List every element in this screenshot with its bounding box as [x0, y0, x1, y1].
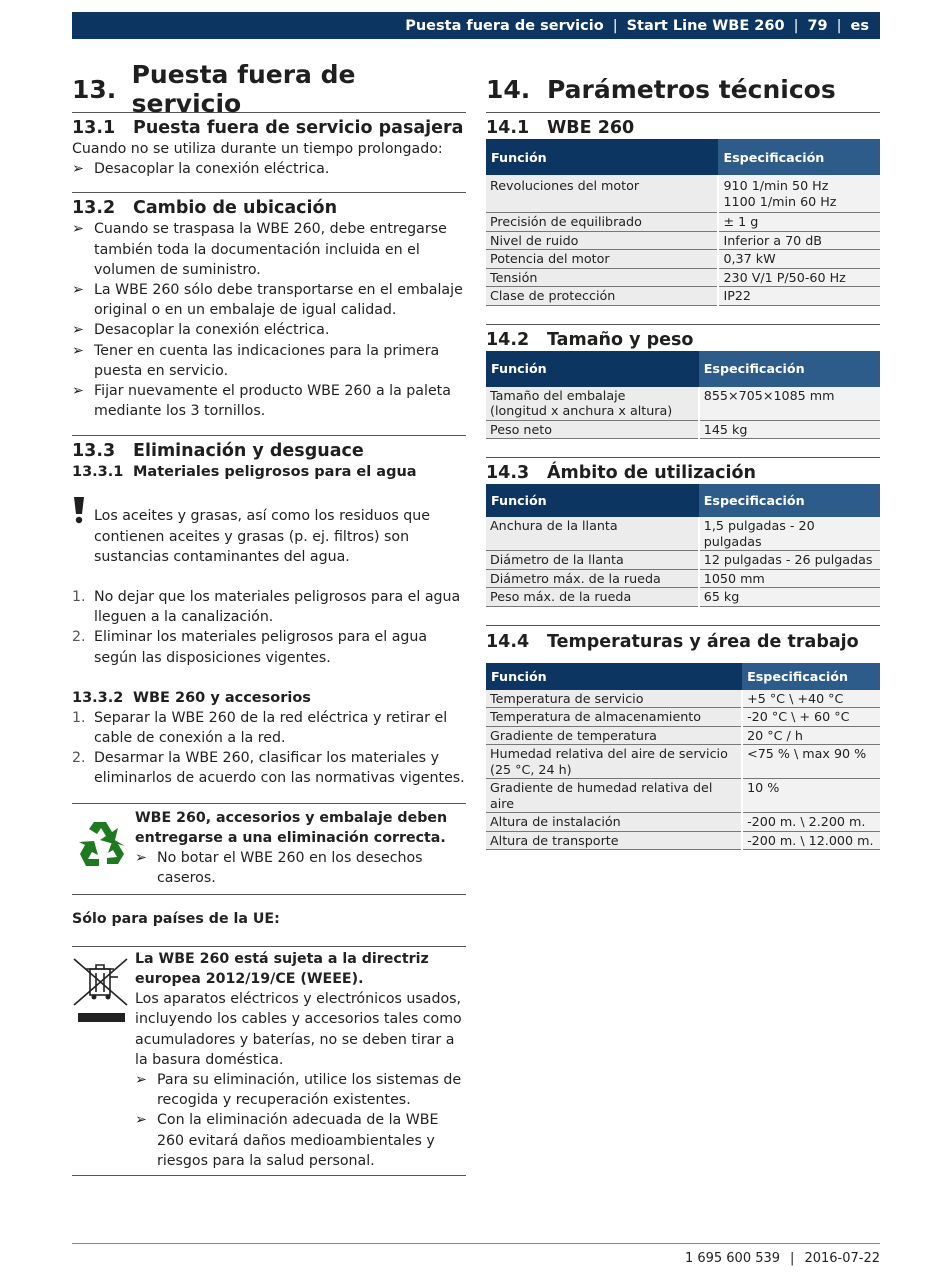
section-title: Puesta fuera de servicio pasajera	[133, 118, 464, 138]
column-header-function: Función	[486, 139, 718, 175]
chapter-13-heading	[72, 60, 466, 118]
table-row	[486, 831, 880, 850]
section-number: 14.3	[486, 463, 530, 483]
arrowhead-bullet-icon: ➢	[72, 322, 84, 339]
section-title: WBE 260	[547, 118, 635, 138]
section-13-3-2-heading	[72, 688, 466, 708]
numbered-item	[72, 587, 466, 627]
table-row	[486, 726, 880, 745]
column-header-function: Función	[486, 484, 699, 517]
table-row	[486, 708, 880, 727]
bullet-list	[135, 848, 466, 888]
recycling-notice	[72, 803, 466, 896]
table-row	[486, 231, 880, 250]
table-row	[486, 551, 880, 570]
section-divider	[72, 192, 466, 193]
table-row	[486, 745, 880, 779]
section-divider	[486, 324, 880, 325]
cell-function: Nivel de ruido	[486, 231, 718, 250]
warning-note	[72, 496, 466, 567]
column-header-specification: Especificación	[742, 663, 880, 690]
cell-specification: 0,37 kW	[718, 250, 880, 269]
cell-function: Temperatura de servicio	[486, 690, 742, 708]
footer	[685, 1251, 880, 1266]
left-column	[72, 60, 466, 1176]
arrowhead-bullet-icon: ➢	[72, 161, 84, 178]
item-text: Desacoplar la conexión eléctrica.	[94, 161, 330, 178]
spec-table-temperatures	[486, 663, 880, 851]
footer-rule	[72, 1243, 880, 1244]
bullet-list	[72, 159, 466, 179]
table-row	[486, 779, 880, 813]
section-14-3-heading	[486, 462, 880, 484]
table-row	[486, 690, 880, 708]
chapter-number: 13.	[72, 74, 117, 104]
cell-function: Peso neto	[486, 420, 699, 439]
item-text: Fijar nuevamente el producto WBE 260 a la paleta mediante los 3 tornillos.	[94, 383, 451, 420]
section-13-1-heading	[72, 117, 466, 139]
section-title: Cambio de ubicación	[133, 198, 338, 219]
column-header-specification: Especificación	[699, 351, 880, 387]
bullet-item	[72, 341, 466, 381]
spec-table-usage-range	[486, 484, 880, 607]
eu-only-label: Sólo para países de la UE:	[72, 911, 280, 928]
item-text: Eliminar los materiales peligrosos para el agua según las disposiciones vigentes.	[94, 629, 428, 666]
recycle-icon	[72, 808, 135, 889]
item-text: Con la eliminación adecuada de la WBE 260 evitará daños medioambientales y riesgos para la salud personal.	[157, 1112, 439, 1169]
section-title: Eliminación y desguace	[133, 441, 364, 462]
running-header	[72, 12, 880, 39]
chapter-number: 14.	[486, 74, 531, 104]
header-page-number: 79	[807, 17, 828, 34]
item-text: Tener en cuenta las indicaciones para la primera puesta en servicio.	[94, 342, 440, 379]
spec-table-size-weight	[486, 351, 880, 440]
document-date: 2016-07-22	[804, 1251, 880, 1266]
cell-function: Diámetro máx. de la rueda	[486, 569, 699, 588]
bullet-item	[135, 1110, 466, 1171]
cell-function: Tensión	[486, 268, 718, 287]
table-row	[486, 813, 880, 832]
item-text: La WBE 260 sólo debe transportarse en el embalaje original o en un embalaje de igual calidad.	[94, 282, 463, 319]
chapter-14-heading	[486, 66, 880, 112]
item-number: 1.	[72, 709, 86, 726]
item-number: 2.	[72, 750, 86, 767]
bullet-item	[72, 320, 466, 340]
arrowhead-bullet-icon: ➢	[135, 850, 147, 867]
cell-function: Anchura de la llanta	[486, 517, 699, 551]
bullet-item	[72, 280, 466, 320]
arrowhead-bullet-icon: ➢	[135, 1112, 147, 1129]
column-header-function: Función	[486, 663, 742, 690]
paragraph: Cuando no se utiliza durante un tiempo prolongado:	[72, 141, 443, 157]
table-row	[486, 250, 880, 269]
section-number: 13.3.1	[72, 464, 124, 481]
cell-function: Clase de protección	[486, 287, 718, 306]
cell-specification: -200 m. \ 12.000 m.	[742, 831, 880, 850]
header-separator: |	[793, 17, 799, 34]
section-14-4-heading	[486, 631, 880, 653]
cell-specification: -20 °C \ + 60 °C	[742, 708, 880, 727]
cell-function: Gradiente de temperatura	[486, 726, 742, 745]
table-row	[486, 175, 880, 213]
header-section: Puesta fuera de servicio	[405, 17, 604, 34]
item-text: No dejar que los materiales peligrosos para el agua lleguen a la canalización.	[94, 589, 461, 626]
table-row	[486, 517, 880, 551]
table-row	[486, 387, 880, 421]
cell-specification: -200 m. \ 2.200 m.	[742, 813, 880, 832]
cell-specification: 1,5 pulgadas - 20 pulgadas	[699, 517, 880, 551]
spec-table-wbe260	[486, 139, 880, 306]
cell-function: Diámetro de la llanta	[486, 551, 699, 570]
section-number: 13.3	[72, 441, 116, 462]
header-separator: |	[836, 17, 842, 34]
cell-function: Humedad relativa del aire de servicio (25 °C, 24 h)	[486, 745, 742, 779]
exclamation-icon	[72, 496, 94, 567]
weee-text: Los aparatos eléctricos y electrónicos usados, incluyendo los cables y accesorios tales como acumuladores y baterías, no se deben tirar a la basura doméstica.	[135, 991, 462, 1068]
cell-function: Gradiente de humedad relativa del aire	[486, 779, 742, 813]
numbered-item	[72, 748, 466, 788]
item-text: Para su eliminación, utilice los sistemas de recogida y recuperación existentes.	[157, 1071, 462, 1109]
footer-separator: |	[790, 1251, 795, 1266]
arrowhead-bullet-icon: ➢	[72, 282, 84, 299]
section-13-3-heading	[72, 440, 466, 462]
numbered-item	[72, 627, 466, 667]
section-divider	[486, 457, 880, 458]
arrowhead-bullet-icon: ➢	[72, 221, 84, 238]
cell-specification: Inferior a 70 dB	[718, 231, 880, 250]
section-title: Materiales peligrosos para el agua	[133, 464, 417, 481]
arrowhead-bullet-icon: ➢	[72, 383, 84, 400]
section-divider	[486, 625, 880, 626]
section-title: WBE 260 y accesorios	[133, 689, 311, 706]
table-row	[486, 569, 880, 588]
section-divider	[72, 435, 466, 436]
column-header-specification: Especificación	[699, 484, 880, 517]
chapter-title: Parámetros técnicos	[547, 74, 836, 104]
cell-function: Peso máx. de la rueda	[486, 588, 699, 607]
item-text: Desarmar la WBE 260, clasificar los materiales y eliminarlos de acuerdo con las normativas vigentes.	[94, 750, 465, 787]
section-title: Tamaño y peso	[547, 329, 694, 350]
weee-notice	[72, 946, 466, 1176]
cell-specification: 855×705×1085 mm	[699, 387, 880, 421]
item-text: No botar el WBE 260 en los desechos caseros.	[157, 850, 423, 887]
recycling-statement: WBE 260, accesorios y embalaje deben entregarse a una eliminación correcta.	[135, 809, 448, 846]
section-number: 14.4	[486, 631, 530, 652]
chapter-title: Puesta fuera de servicio	[131, 60, 356, 118]
weee-statement: La WBE 260 está sujeta a la directriz europea 2012/19/CE (WEEE).	[135, 950, 429, 987]
section-13-2-heading	[72, 197, 466, 219]
cell-specification: 910 1/min 50 Hz 1100 1/min 60 Hz	[718, 175, 880, 213]
item-text: Cuando se traspasa la WBE 260, debe entregarse también toda la documentación incluida en el volumen de suministro.	[94, 221, 447, 278]
cell-specification: +5 °C \ +40 °C	[742, 690, 880, 708]
section-number: 13.2	[72, 198, 116, 219]
arrowhead-bullet-icon: ➢	[72, 342, 84, 359]
cell-specification: 230 V/1 P/50-60 Hz	[718, 268, 880, 287]
bullet-item	[72, 159, 466, 179]
item-text: Separar la WBE 260 de la red eléctrica y retirar el cable de conexión a la red.	[94, 709, 448, 747]
item-number: 1.	[72, 589, 86, 606]
item-number: 2.	[72, 629, 86, 646]
section-number: 13.3.2	[72, 689, 124, 706]
numbered-list	[72, 587, 466, 668]
warning-text: Los aceites y grasas, así como los residuos que contienen aceites y grasas (p. ej. filtros) son sustancias contaminantes del agua.	[94, 508, 430, 565]
bullet-item	[135, 848, 466, 888]
cell-specification: 65 kg	[699, 588, 880, 607]
cell-specification: 145 kg	[699, 420, 880, 439]
numbered-item	[72, 708, 466, 748]
bullet-item	[72, 219, 466, 280]
arrowhead-bullet-icon: ➢	[135, 1071, 147, 1088]
document-number: 1 695 600 539	[684, 1251, 781, 1266]
section-divider	[486, 112, 880, 113]
cell-specification: 1050 mm	[699, 569, 880, 588]
header-language: es	[850, 17, 869, 34]
cell-specification: 20 °C / h	[742, 726, 880, 745]
header-separator: |	[612, 17, 618, 34]
cell-specification: <75 % \ max 90 %	[742, 745, 880, 779]
item-text: Desacoplar la conexión eléctrica.	[94, 322, 330, 339]
section-title: Ámbito de utilización	[547, 463, 756, 483]
crossed-bin-icon	[72, 949, 135, 1171]
right-column	[486, 66, 880, 850]
section-title: Temperaturas y área de trabajo	[547, 631, 859, 652]
column-header-function: Función	[486, 351, 699, 387]
section-number: 13.1	[72, 118, 116, 138]
bullet-list	[135, 1070, 466, 1171]
section-14-1-heading	[486, 117, 880, 139]
cell-function: Potencia del motor	[486, 250, 718, 269]
section-number: 14.1	[486, 118, 530, 138]
bullet-item	[72, 381, 466, 421]
section-14-2-heading	[486, 329, 880, 351]
cell-function: Revoluciones del motor	[486, 175, 718, 213]
column-header-specification: Especificación	[718, 139, 880, 175]
header-product: Start Line WBE 260	[626, 17, 785, 34]
bullet-item	[135, 1070, 466, 1110]
cell-function: Temperatura de almacenamiento	[486, 708, 742, 727]
cell-specification: 12 pulgadas - 26 pulgadas	[699, 551, 880, 570]
cell-specification: 10 %	[742, 779, 880, 813]
cell-function: Tamaño del embalaje (longitud x anchura x altura)	[486, 387, 699, 421]
cell-function: Altura de instalación	[486, 813, 742, 832]
cell-function: Precisión de equilibrado	[486, 213, 718, 232]
table-row	[486, 213, 880, 232]
cell-specification: IP22	[718, 287, 880, 306]
bullet-list	[72, 219, 466, 421]
cell-function: Altura de transporte	[486, 831, 742, 850]
cell-specification: ± 1 g	[718, 213, 880, 232]
table-row	[486, 287, 880, 306]
table-row	[486, 420, 880, 439]
numbered-list	[72, 708, 466, 789]
table-row	[486, 268, 880, 287]
table-row	[486, 588, 880, 607]
section-number: 14.2	[486, 329, 530, 350]
section-13-3-1-heading	[72, 462, 466, 482]
